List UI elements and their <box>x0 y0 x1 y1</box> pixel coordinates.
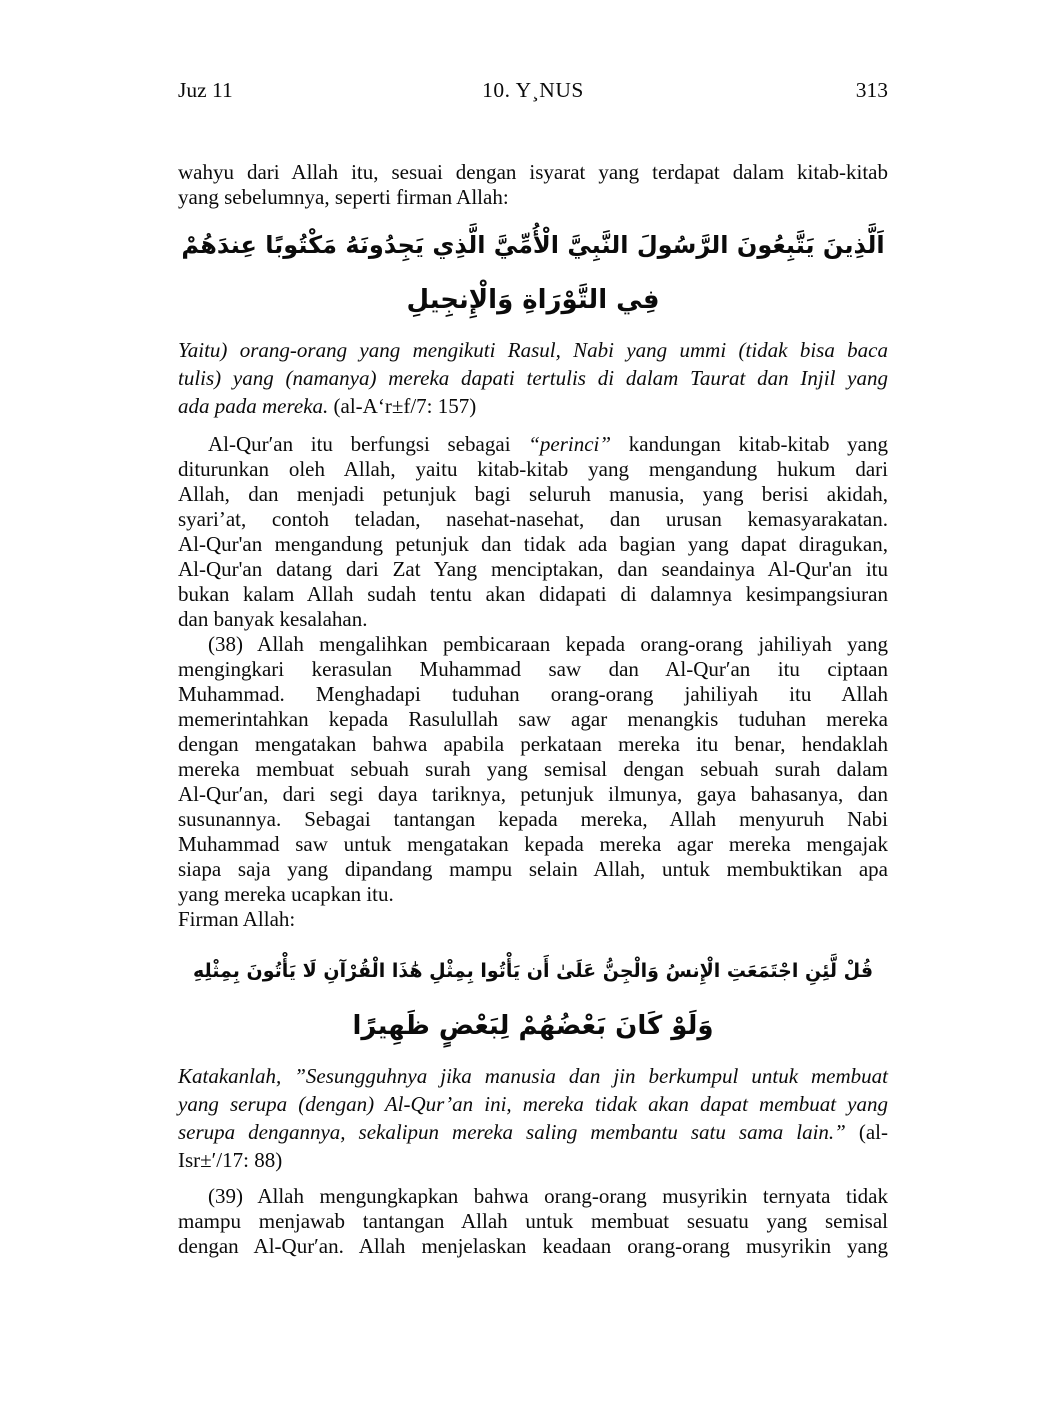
text-line: Al-Qur′an itu berfungsi sebagai “perinci” kandungan kitab-kitab yang <box>208 432 888 456</box>
text-line: ada pada mereka. (al-A‘r±f/7: 157) <box>178 394 477 418</box>
text-line: Isr±′/17: 88) <box>178 1148 283 1172</box>
paragraph-intro <box>178 160 888 210</box>
arabic-verse-al-isra-88 <box>178 944 888 1054</box>
paragraph-39 <box>178 1184 888 1259</box>
text-line: Muhammad saw untuk mengatakan kepada mereka agar mereka mengajak <box>178 832 888 856</box>
page-header <box>178 78 888 103</box>
translation-al-araf-157 <box>178 336 888 420</box>
text-line: Al-Qur′an, dari segi daya tariknya, petunjuk ilmunya, gaya bahasanya, dan <box>178 782 888 806</box>
text-line: yang sebelumnya, seperti firman Allah: <box>178 185 509 209</box>
header-juz-label: Juz 11 <box>178 78 233 102</box>
text-line: Al-Qur'an mengandung petunjuk dan tidak ada bagian yang dapat diragukan, <box>178 532 888 556</box>
arabic-text-line: وَلَوْ كَانَ بَعْضُهُمْ لِبَعْضٍ ظَهِيرًا <box>352 1011 714 1041</box>
text-line: mengingkari kerasulan Muhammad saw dan Al-Qur′an itu ciptaan <box>178 657 888 681</box>
text-line: Firman Allah: <box>178 907 296 931</box>
arabic-verse-al-araf-157 <box>178 218 888 328</box>
text-line: mereka membuat sebuah surah yang semisal dengan sebuah surah dalam <box>178 757 888 781</box>
text-line: dengan Al-Qur′an. Allah menjelaskan keadaan orang-orang musyrikin yang <box>178 1234 888 1258</box>
text-line: Yaitu) orang-orang yang mengikuti Rasul, Nabi yang ummi (tidak bisa baca <box>178 338 888 362</box>
arabic-text-line: فِي التَّوْرَاةِ وَالْإِنجِيلِ <box>406 285 660 315</box>
text-line: diturunkan oleh Allah, yaitu kitab-kitab yang mengandung hukum dari <box>178 457 888 481</box>
text-line: (39) Allah mengungkapkan bahwa orang-orang musyrikin ternyata tidak <box>208 1184 888 1208</box>
text-line: (38) Allah mengalihkan pembicaraan kepada orang-orang jahiliyah yang <box>208 632 888 656</box>
text-line: serupa dengannya, sekalipun mereka saling membantu satu sama lain.” (al- <box>178 1120 888 1144</box>
text-line: dan banyak kesalahan. <box>178 607 368 631</box>
arabic-text-line: اَلَّذِينَ يَتَّبِعُونَ الرَّسُولَ النَّبِيَّ الْأُمِّيَّ الَّذِي يَجِدُونَهُ مَكْتُوبًا عِندَهُمْ <box>181 231 885 259</box>
text-line: dengan mengatakan bahwa apabila perkataan mereka itu benar, hendaklah <box>178 732 888 756</box>
text-line: mampu menjawab tantangan Allah untuk membuat sesuatu yang semisal <box>178 1209 888 1233</box>
page-number: 313 <box>855 78 888 102</box>
arabic-text-line: قُلْ لَّئِنِ اجْتَمَعَتِ الْإِنسُ وَالْجِنُّ عَلَىٰ أَن يَأْتُوا بِمِثْلِ هَٰذَا الْقُرْآنِ لَا يَأْتُونَ بِمِثْلِهِ <box>192 960 874 982</box>
text-line: tulis) yang (namanya) mereka dapati tertulis di dalam Taurat dan Injil yang <box>178 366 888 390</box>
text-line: siapa saja yang dipandang mampu selain Allah, untuk membuktikan apa <box>178 857 888 881</box>
translation-al-isra-88 <box>178 1062 888 1174</box>
text-line: Allah, dan menjadi petunjuk bagi seluruh manusia, yang berisi akidah, <box>178 482 888 506</box>
paragraph-quran-function <box>178 432 888 632</box>
text-line: yang serupa (dengan) Al-Qur’an ini, mereka tidak akan dapat membuat yang <box>178 1092 888 1116</box>
paragraph-38 <box>178 632 888 932</box>
text-line: Katakanlah, ”Sesungguhnya jika manusia dan jin berkumpul untuk membuat <box>178 1064 888 1088</box>
text-line: susunannya. Sebagai tantangan kepada mereka, Allah menyuruh Nabi <box>178 807 888 831</box>
text-line: memerintahkan kepada Rasulullah saw agar menangkis tuduhan mereka <box>178 707 888 731</box>
text-line: Muhammad. Menghadapi tuduhan orang-orang jahiliyah itu Allah <box>178 682 888 706</box>
text-line: Al-Qur'an datang dari Zat Yang menciptakan, dan seandainya Al-Qur'an itu <box>178 557 888 581</box>
text-line: syari’at, contoh teladan, nasehat-nasehat, dan urusan kemasyarakatan. <box>178 507 888 531</box>
text-line: bukan kalam Allah sudah tentu akan didapati di dalamnya kesimpangsiuran <box>178 582 888 606</box>
header-surah-title: 10. Y¸NUS <box>482 78 584 102</box>
text-line: wahyu dari Allah itu, sesuai dengan isyarat yang terdapat dalam kitab-kitab <box>178 160 888 184</box>
text-line: yang mereka ucapkan itu. <box>178 882 394 906</box>
